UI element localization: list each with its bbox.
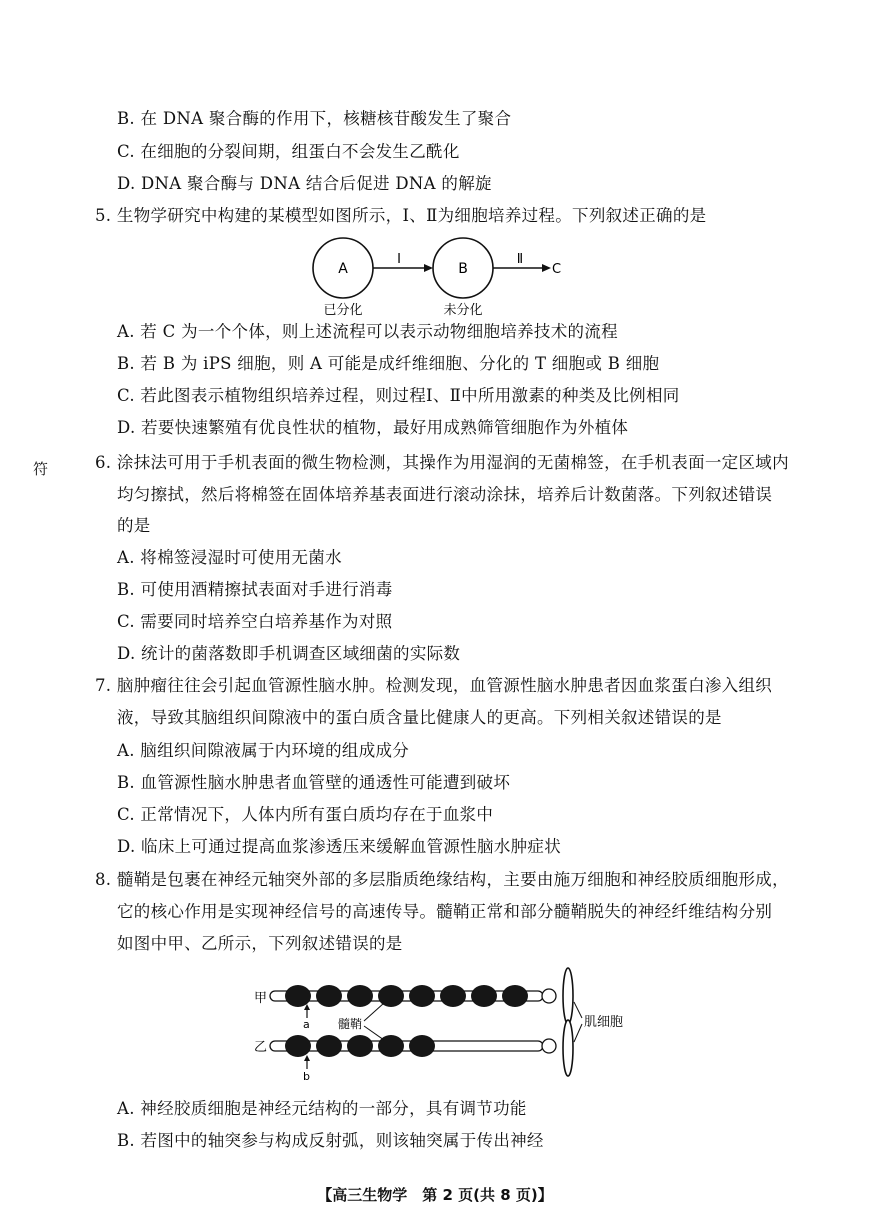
muscle-pointer-1 <box>574 1002 582 1018</box>
axon-terminal-jia <box>542 989 556 1003</box>
arrow-2-label: Ⅱ <box>516 252 524 267</box>
arrow-2-head <box>542 264 551 272</box>
myelin-sheath-jia-3 <box>347 985 373 1007</box>
q8-stem-line-1: 8. 髓鞘是包裹在神经元轴突外部的多层脂质绝缘结构，主要由施万细胞和神经胶质细胞形成， <box>95 870 789 889</box>
myelin-sheath-jia-1 <box>285 985 311 1007</box>
label-jia: 甲 <box>254 991 268 1006</box>
q8-nerve-fiber-diagram <box>240 962 660 1096</box>
q8-stem-line-2: 它的核心作用是实现神经信号的高速传导。髓鞘正常和部分髓鞘脱失的神经纤维结构分别 <box>117 902 773 921</box>
q8-stem-line-3: 如图中甲、乙所示，下列叙述错误的是 <box>117 934 403 953</box>
myelin-sheath-yi-5 <box>409 1035 435 1057</box>
q5-option-d: D. 若要快速繁殖有优良性状的植物，最好用成熟筛管细胞作为外植体 <box>117 418 629 437</box>
myelin-sheath-jia-6 <box>440 985 466 1007</box>
myelin-sheath-jia-7 <box>471 985 497 1007</box>
myelin-sheath-jia-4 <box>378 985 404 1007</box>
q8-option-b: B. 若图中的轴突参与构成反射弧，则该轴突属于传出神经 <box>117 1131 544 1150</box>
myelin-sheath-jia-8 <box>502 985 528 1007</box>
q5-stem: 5. 生物学研究中构建的某模型如图所示，Ⅰ、Ⅱ为细胞培养过程。下列叙述正确的是 <box>95 206 707 225</box>
label-yi: 乙 <box>254 1040 268 1055</box>
q7-option-c: C. 正常情况下，人体内所有蛋白质均存在于血浆中 <box>117 805 494 824</box>
arrow-1-label: Ⅰ <box>397 252 401 267</box>
myelin-sheath-jia-5 <box>409 985 435 1007</box>
q7-option-d: D. 临床上可通过提高血浆渗透压来缓解血管源性脑水肿症状 <box>117 837 562 856</box>
label-undifferentiated: 未分化 <box>443 303 483 318</box>
q5-option-c: C. 若此图表示植物组织培养过程，则过程Ⅰ、Ⅱ中所用激素的种类及比例相同 <box>117 386 680 405</box>
q6-option-a: A. 将棉签浸湿时可使用无菌水 <box>117 548 342 567</box>
label-a: a <box>303 1018 310 1031</box>
myelin-group-yi <box>285 1035 435 1057</box>
muscle-cell-upper <box>563 968 573 1024</box>
q4-option-b: B. 在 DNA 聚合酶的作用下，核糖核苷酸发生了聚合 <box>117 109 512 128</box>
node-a-label: A <box>338 261 348 277</box>
q4-option-d: D. DNA 聚合酶与 DNA 结合后促进 DNA 的解旋 <box>117 174 492 193</box>
q7-stem-line-2: 液，导致其脑组织间隙液中的蛋白质含量比健康人的更高。下列相关叙述错误的是 <box>117 708 722 727</box>
muscle-cell-lower <box>563 1020 573 1076</box>
axon-terminal-yi <box>542 1039 556 1053</box>
myelin-sheath-yi-2 <box>316 1035 342 1057</box>
page-footer: 【高三生物学 第 2 页(共 8 页)】 <box>317 1186 553 1204</box>
q5-option-b: B. 若 B 为 iPS 细胞，则 A 可能是成纤维细胞、分化的 T 细胞或 B 细胞 <box>117 354 660 373</box>
label-myelin: 髓鞘 <box>338 1017 363 1031</box>
label-differentiated: 已分化 <box>323 303 363 318</box>
q6-stem-line-3: 的是 <box>117 516 151 535</box>
node-c-label: C <box>552 262 562 277</box>
q6-stem-line-2: 均匀擦拭，然后将棉签在固体培养基表面进行滚动涂抹，培养后计数菌落。下列叙述错误 <box>117 485 773 504</box>
q6-option-b: B. 可使用酒精擦拭表面对手进行消毒 <box>117 580 393 599</box>
q7-stem-line-1: 7. 脑肿瘤往往会引起血管源性脑水肿。检测发现，血管源性脑水肿患者因血浆蛋白渗入组织 <box>95 676 773 695</box>
q5-cell-culture-diagram <box>300 236 580 320</box>
q5-option-a: A. 若 C 为一个个体，则上述流程可以表示动物细胞培养技术的流程 <box>117 322 618 341</box>
label-muscle-cell: 肌细胞 <box>584 1015 624 1030</box>
q6-option-c: C. 需要同时培养空白培养基作为对照 <box>117 612 393 631</box>
q7-option-a: A. 脑组织间隙液属于内环境的组成成分 <box>117 741 410 760</box>
muscle-pointer-2 <box>574 1024 582 1042</box>
node-b-label: B <box>458 261 468 277</box>
q6-option-d: D. 统计的菌落数即手机调查区域细菌的实际数 <box>117 644 461 663</box>
arrow-1-head <box>424 264 433 272</box>
q7-option-b: B. 血管源性脑水肿患者血管壁的通透性可能遭到破坏 <box>117 773 511 792</box>
margin-mark: 符 <box>33 460 49 478</box>
arrow-b-head <box>304 1055 310 1061</box>
myelin-sheath-yi-1 <box>285 1035 311 1057</box>
label-b: b <box>303 1070 310 1083</box>
myelin-sheath-jia-2 <box>316 985 342 1007</box>
q6-stem-line-1: 6. 涂抹法可用于手机表面的微生物检测，其操作为用湿润的无菌棉签，在手机表面一定区域内 <box>95 453 789 472</box>
q4-option-c: C. 在细胞的分裂间期，组蛋白不会发生乙酰化 <box>117 142 460 161</box>
myelin-sheath-yi-3 <box>347 1035 373 1057</box>
q8-option-a: A. 神经胶质细胞是神经元结构的一部分，具有调节功能 <box>117 1099 527 1118</box>
myelin-pointer-1 <box>364 1003 384 1021</box>
